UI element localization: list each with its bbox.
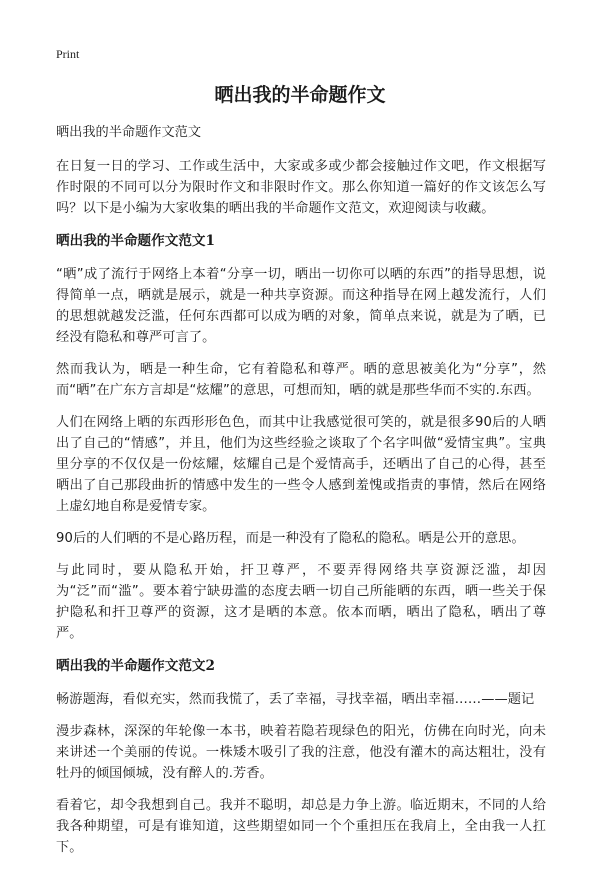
section1-paragraph-5: 与此同时，要从隐私开始，扞卫尊严，不要弄得网络共享资源泛滥，却因为“泛”而“滥”。要本着宁缺毋滥的态度去晒一切自己所能晒的东西，晒一些关于保护隐私和扞卫尊严的资源，这才是晒的本意。依本而晒，晒出了隐私，晒出了尊严。 <box>56 563 546 641</box>
section2-paragraph-3: 看着它，却令我想到自己。我并不聪明，却总是力争上游。临近期末，不同的人给我各种期望，可是有谁知道，这些期望如同一个个重担压在我肩上，全由我一人扛下。 <box>56 798 546 855</box>
section-heading: 晒出我的半命题作文范文1 <box>56 233 215 249</box>
section-heading: 晒出我的半命题作文范文2 <box>56 658 215 674</box>
intro-paragraph: 在日复一日的学习、工作或生活中，大家或多或少都会接触过作文吧，作文根据写作时限的不同可以分为限时作文和非限时作文。那么你知道一篇好的作文该怎么写吗？以下是小编为大家收集的晒出我的半命题作文范文，欢迎阅读与收藏。 <box>56 159 546 216</box>
section2-paragraph-2: 漫步森林，深深的年轮像一本书，映着若隐若现绿色的阳光，仿佛在向时光，向未来讲述一个美丽的传说。一株矮木吸引了我的注意，他没有灌木的高达粗壮，没有牡丹的倾国倾城，没有醉人的.芳香。 <box>56 724 546 781</box>
article-body <box>56 122 546 869</box>
article-title: 晒出我的半命题作文 <box>214 84 386 106</box>
section1-paragraph-1: “晒”成了流行于网络上本着“分享一切，晒出一切你可以晒的东西”的指导思想，说得简单一点，晒就是展示，就是一种共享资源。而这种指导在网上越发流行，人们的思想就越发泛滥，任何东西都可以成为晒的对象，简单点来说，就是为了晒，已经没有隐私和尊严可言了。 <box>56 267 546 345</box>
section1-paragraph-4: 90后的人们晒的不是心路历程，而是一种没有了隐私的隐私。晒是公开的意思。 <box>56 531 525 546</box>
section1-paragraph-2: 然而我认为，晒是一种生命，它有着隐私和尊严。晒的意思被美化为“分享”，然而“晒”在广东方言却是“炫耀”的意思，可想而知，晒的就是那些华而不实的.东西。 <box>56 362 546 398</box>
section2-paragraph-1: 畅游题海，看似充实，然而我慌了，丢了幸福，寻找幸福，晒出幸福……——题记 <box>56 692 535 707</box>
print-link[interactable]: Print <box>56 47 80 61</box>
section1-paragraph-3: 人们在网络上晒的东西形形色色，而其中让我感觉很可笑的，就是很多90后的人晒出了自己的“情感”，并且，他们为这些经验之谈取了个名字叫做“爱情宝典”。宝典里分享的不仅仅是一份炫耀，炫耀自己是个爱情高手，还晒出了自己的心得，甚至晒出了自己那段曲折的情感中发生的一些令人感到羞愧或指责的事情，然后在网络上虚幻地自称是爱情专家。 <box>56 415 546 514</box>
article-subtitle: 晒出我的半命题作文范文 <box>56 125 202 140</box>
